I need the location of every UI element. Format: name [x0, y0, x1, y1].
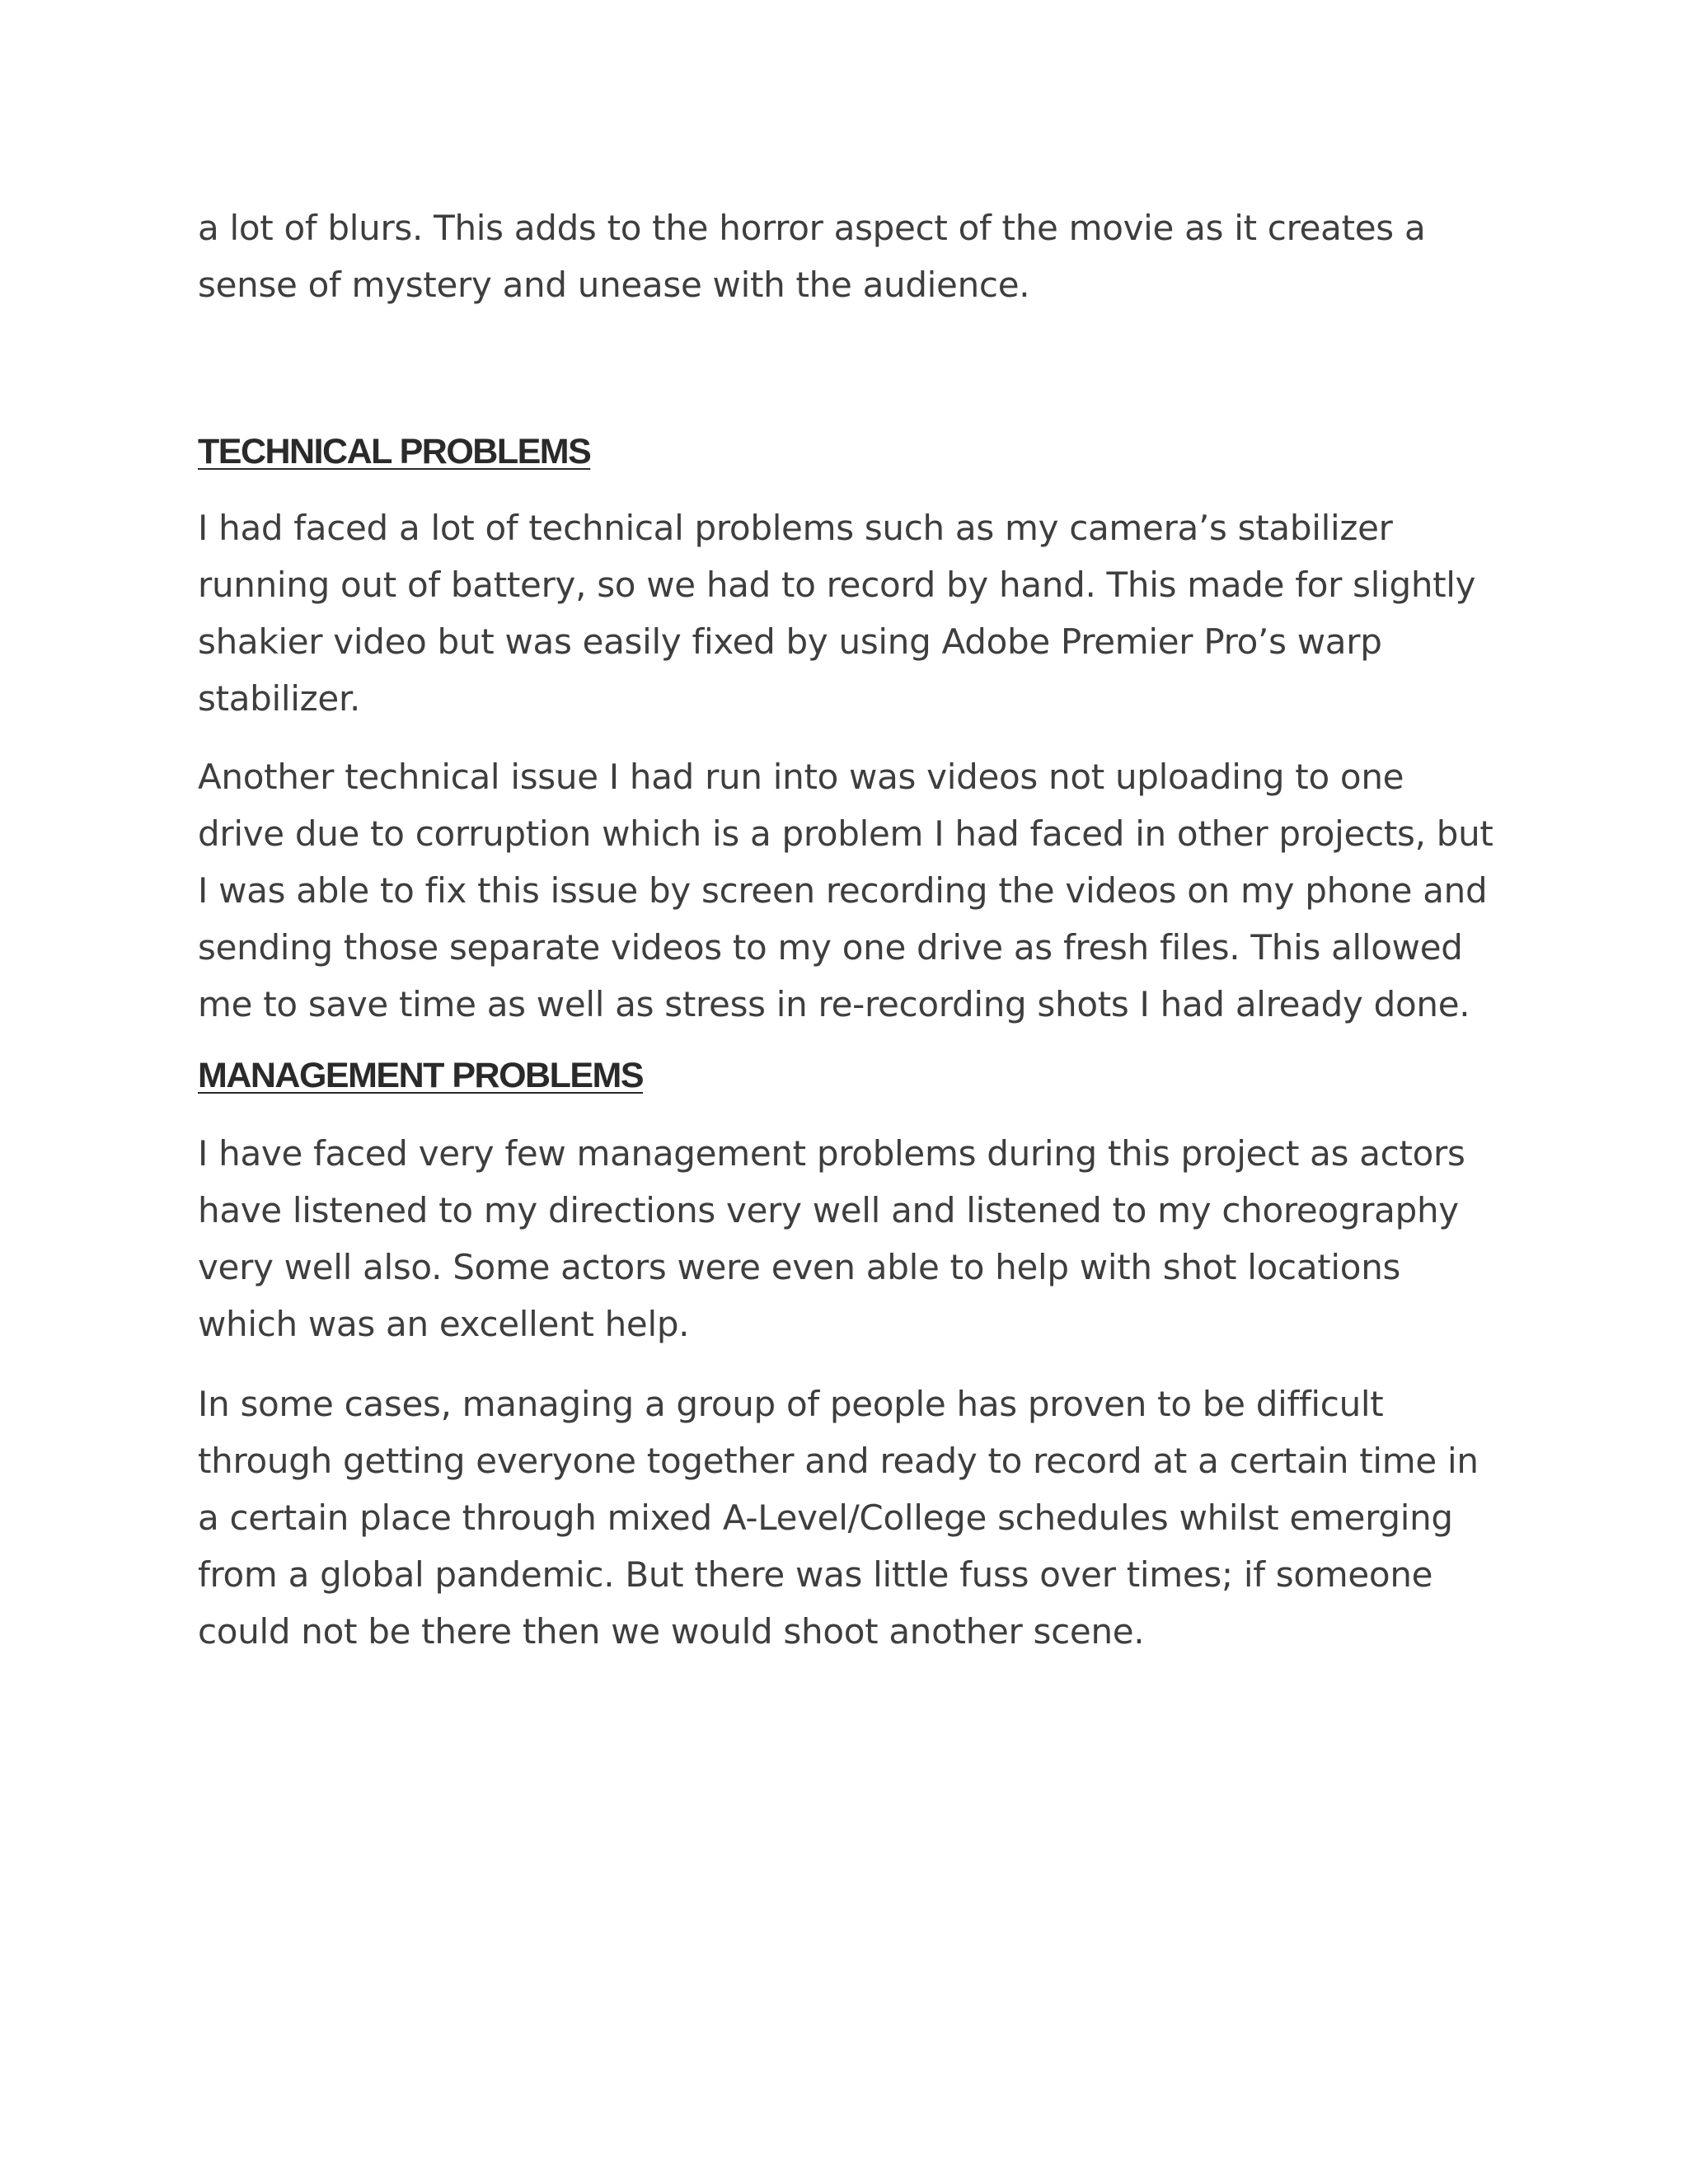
intro-paragraph: a lot of blurs. This adds to the horror aspect of the movie as it creates a sense of mystery and unease with the audience.	[198, 208, 1426, 305]
technical-paragraph-upload: Another technical issue I had run into was videos not uploading to one drive due to corruption which is a problem I had faced in other projects, but I was able to fix this issue by screen recording the videos on my phone and sending those separate videos to my one drive as fresh files. This allowed me to save time as well as stress in re-recording shots I had already done.	[198, 757, 1493, 1024]
document-body	[198, 199, 1500, 1660]
management-problems-heading: MANAGEMENT PROBLEMS	[198, 1056, 644, 1095]
technical-problems-heading: TECHNICAL PROBLEMS	[198, 432, 591, 471]
management-paragraph-scheduling: In some cases, managing a group of people has proven to be difficult through getting everyone together and ready to record at a certain time in a certain place through mixed A-Level/College schedules whilst emerging from a global pandemic. But there was little fuss over times; if someone could not be there then we would shoot another scene.	[198, 1384, 1479, 1652]
management-paragraph-actors: I have faced very few management problems during this project as actors have listened to my directions very well and listened to my choreography very well also. Some actors were even able to help with shot locations which was an excellent help.	[198, 1133, 1465, 1344]
technical-paragraph-stabilizer: I had faced a lot of technical problems such as my camera’s stabilizer running out of battery, so we had to record by hand. This made for slightly shakier video but was easily fixed by using Adobe Premier Pro’s warp stabilizer.	[198, 508, 1476, 719]
